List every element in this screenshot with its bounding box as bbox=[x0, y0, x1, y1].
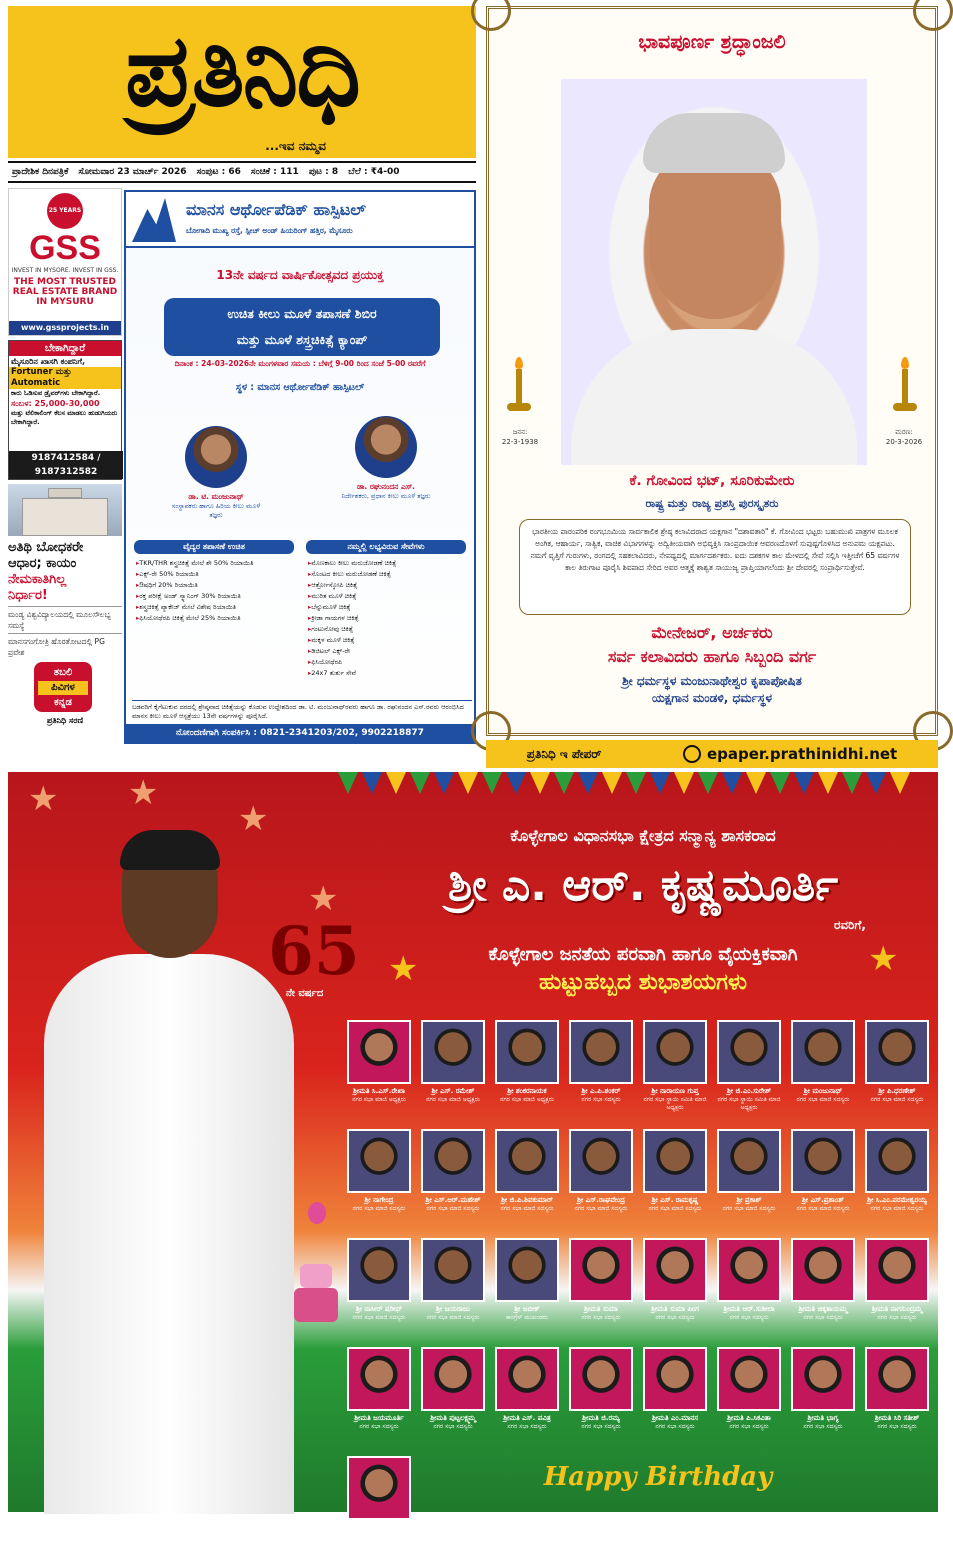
globe-icon bbox=[683, 745, 701, 763]
member-card bbox=[491, 1129, 563, 1237]
member-role: ಕಾಂಗ್ರೆಸ್ ಮುಖಂಡರು bbox=[506, 1314, 548, 1321]
list-item: ▸ ಔಷಧಿಗೆ 20% ರಿಯಾಯಿತಿ bbox=[136, 580, 298, 591]
member-photo bbox=[791, 1347, 855, 1411]
member-photo bbox=[791, 1129, 855, 1193]
member-name: ಶ್ರೀ ಸಿ.ಎಂ.ಪರಮೇಶ್ವರಯ್ಯ bbox=[867, 1196, 927, 1204]
member-name: ಶ್ರೀಮತಿ ಎಂ.ಕವಿತಾ bbox=[357, 1523, 401, 1531]
member-role: ನಗರ ಸಭಾ ಮಾಜಿ ಸದಸ್ಯರು bbox=[870, 1096, 924, 1103]
member-name: ಶ್ರೀ ಮಂಜುನಾಥ್ bbox=[803, 1087, 843, 1095]
member-role: ನಗರ ಸಭಾ ಮಾಜಿ ಅಧ್ಯಕ್ಷರು bbox=[500, 1096, 554, 1103]
age-label: ನೇ ವರ್ಷದ bbox=[286, 988, 324, 999]
list-item: ▸ ಡಿಜಿಟಲ್ ಎಕ್ಸ್-ರೇ bbox=[308, 646, 470, 657]
member-photo bbox=[347, 1238, 411, 1302]
cake-icon bbox=[292, 1242, 340, 1322]
member-role: ನಗರ ಸಭಾ ಸದಸ್ಯರು bbox=[433, 1423, 473, 1430]
headline: ನಿರ್ಧಾರ! bbox=[8, 588, 48, 603]
doctor-photo bbox=[185, 426, 247, 488]
birthday-ad[interactable] bbox=[8, 772, 938, 1539]
star-icon: ★ bbox=[238, 799, 269, 839]
member-photo bbox=[495, 1238, 559, 1302]
bunting-decoration bbox=[338, 772, 938, 798]
classified-line: Fortuner ಮತ್ತು Automatic bbox=[9, 367, 121, 389]
member-name: ಶ್ರೀ ಎಸ್. ರಾಮಕೃಷ್ಣ bbox=[651, 1196, 699, 1204]
issue-date: ಸೋಮವಾರ 23 ಮಾರ್ಚ್ 2026 bbox=[78, 167, 187, 177]
member-name: ಶ್ರೀಮತಿ ಸಿರಿ ಸತೀಶ್ bbox=[874, 1414, 920, 1422]
member-photo bbox=[569, 1347, 633, 1411]
member-name: ಶ್ರೀ ನಾರಾಯಣ ಗುಪ್ತ bbox=[651, 1087, 699, 1095]
member-name: ಶ್ರೀ ಎಸ್.ಆರ್.ಮಹೇಶ್ bbox=[425, 1196, 481, 1204]
news-brief[interactable]: ಮಾನಸಗಂಗೋತ್ರಿ ಹೊರತೋಟದಲ್ಲಿ PG ಪ್ರವೇಶ bbox=[8, 633, 122, 658]
list-item: ▸ ಫಿಸಿಯೋಥೆರಪಿ ಚಿಕಿತ್ಸೆ ಮೇಲೆ 25% ರಿಯಾಯಿತಿ bbox=[136, 613, 298, 624]
member-role: ನಗರ ಸಭಾ ಸದಸ್ಯರು bbox=[581, 1423, 621, 1430]
classified-ad bbox=[8, 340, 122, 480]
member-photo bbox=[865, 1347, 929, 1411]
member-role: ನಗರ ಸಭಾ ಮಾಜಿ ಅಧ್ಯಕ್ಷರು bbox=[426, 1096, 480, 1103]
classified-salary: ಸಂಬಳ: 25,000-30,000 bbox=[11, 399, 100, 408]
member-role: ನಗರ ಸಭಾ ಸ್ಥಾಯಿ ಸಮಿತಿ ಮಾಜಿ ಅಧ್ಯಕ್ಷರು bbox=[717, 1096, 781, 1111]
list-item: ▸ ಸೊಂಟದ ಕೀಲು ಮರುಜೋಡಣೆ ಚಿಕಿತ್ಸೆ bbox=[308, 569, 470, 580]
member-name: ಶ್ರೀ ಜಿ.ಎಂ.ಸುರೇಶ್ bbox=[726, 1087, 772, 1095]
member-card bbox=[787, 1238, 859, 1346]
camp-schedule: ದಿನಾಂಕ : 24-03-2026ನೇ ಮಂಗಳವಾರ ಸಮಯ : ಬೆಳಿಗ್ಗೆ 9-00 ರಿಂದ ಸಂಜೆ 5-00 ರವರೆಗೆ bbox=[174, 359, 426, 368]
list-item: ▸ ಬೆನ್ನುಮೂಳೆ ಚಿಕಿತ್ಸೆ bbox=[308, 602, 470, 613]
honoree-name: ಶ್ರೀ ಎ. ಆರ್. ಕೃಷ್ಣಮೂರ್ತಿ bbox=[447, 860, 839, 911]
member-role: ನಗರ ಸಭಾ ಸದಸ್ಯರು bbox=[729, 1423, 769, 1430]
signatory: ಸರ್ವ ಕಲಾವಿದರು ಹಾಗೂ ಸಿಬ್ಬಂದಿ ವರ್ಗ bbox=[607, 647, 817, 666]
member-card bbox=[861, 1238, 933, 1346]
member-role: ನಗರ ಸಭಾ ಸದಸ್ಯರು bbox=[803, 1423, 843, 1430]
member-card bbox=[639, 1347, 711, 1455]
headline: ಅತಿಥಿ ಬೋಧಕರೇ bbox=[8, 540, 84, 555]
member-card bbox=[713, 1129, 785, 1237]
hospital-header bbox=[126, 192, 474, 248]
hospital-address: ಬೋಗಾದಿ ಮುಖ್ಯ ರಸ್ತೆ, ಸ್ಪೀಚ್ ಅಂಡ್ ಹಿಯರಿಂಗ್ ಹತ್ತಿರ, ಮೈಸೂರು bbox=[186, 226, 353, 235]
volume: ಸಂಪುಟ : 66 bbox=[196, 167, 241, 177]
member-card bbox=[491, 1347, 563, 1455]
building-photo bbox=[8, 484, 122, 536]
member-name: ಶ್ರೀ ಎಸ್. ರಮೇಶ್ bbox=[431, 1087, 475, 1095]
tabloid-text: ತಬಲಿ bbox=[53, 667, 73, 678]
member-photo bbox=[643, 1020, 707, 1084]
member-card bbox=[565, 1020, 637, 1128]
age-number: 65 bbox=[268, 912, 360, 990]
member-name: ಶ್ರೀ ನಾಸೀರ್ ಷರೀಫ್ bbox=[355, 1305, 403, 1313]
member-photo bbox=[495, 1347, 559, 1411]
honoree-photo bbox=[34, 824, 304, 1514]
member-card bbox=[491, 1238, 563, 1346]
birthday-wishes: ಹುಟ್ಟುಹಬ್ಬದ ಶುಭಾಶಯಗಳು bbox=[538, 970, 747, 995]
anniversary-text: 13ನೇ ವರ್ಷದ ವಾರ್ಷಿಕೋತ್ಸವದ ಪ್ರಯುಕ್ತ bbox=[216, 268, 384, 282]
member-name: ಶ್ರೀಮತಿ ಜಿ.ರಮ್ಯ bbox=[582, 1414, 620, 1422]
free-checkup-heading: ವೈದ್ಯರ ತಪಾಸಣೆ ಉಚಿತ bbox=[134, 540, 294, 554]
member-photo bbox=[865, 1020, 929, 1084]
member-card bbox=[565, 1347, 637, 1455]
member-role: ನಗರ ಸಭಾ ಸದಸ್ಯರು bbox=[877, 1423, 917, 1430]
member-role: ನಗರ ಸಭಾ ಮಾಜಿ ಸದಸ್ಯರು bbox=[796, 1205, 850, 1212]
star-icon: ★ bbox=[128, 773, 159, 813]
member-photo bbox=[495, 1020, 559, 1084]
member-role: ನಗರ ಸಭಾ ಸದಸ್ಯರು bbox=[803, 1314, 843, 1321]
member-card bbox=[861, 1347, 933, 1455]
doctor-name: ಡಾ. ರಘುನಂದನ ಎಸ್. bbox=[356, 482, 416, 491]
member-name: ಶ್ರೀಮತಿ ಸುಮಾ ಪಿಂಗ bbox=[651, 1305, 699, 1313]
member-name: ಶ್ರೀ ಎ.ಪಿ.ಶಂಕರ್ bbox=[581, 1087, 621, 1095]
member-photo bbox=[643, 1347, 707, 1411]
member-name: ಶ್ರೀ ಪ್ರಕಾಶ್ bbox=[736, 1196, 762, 1204]
masthead-title: ಪ್ರತಿನಿಧಿ bbox=[125, 12, 359, 129]
doctor-name: ಡಾ. ಟಿ. ಮಂಜುನಾಥ್ bbox=[188, 492, 244, 501]
left-column bbox=[8, 188, 122, 748]
member-card bbox=[639, 1238, 711, 1346]
services-list bbox=[308, 558, 470, 679]
member-photo bbox=[569, 1129, 633, 1193]
member-name: ಶ್ರೀಮತಿ ಎಸ್. ಪವಿತ್ರ bbox=[503, 1414, 551, 1422]
signatory-org: ಶ್ರೀ ಧರ್ಮಸ್ಥಳ ಮಂಜುನಾಥೇಶ್ವರ ಕೃಪಾಪೋಷಿತ ಯಕ್ಷಗಾನ ಮಂಡಳಿ, ಧರ್ಮಸ್ಥಳ bbox=[622, 674, 802, 705]
masthead-tagline: ...ಇವ ನಮ್ಮವ bbox=[265, 139, 326, 153]
paper-type: ಪ್ರಾದೇಶಿಕ ದಿನಪತ್ರಿಕೆ bbox=[12, 167, 69, 177]
member-photo bbox=[347, 1020, 411, 1084]
star-icon: ★ bbox=[388, 949, 419, 989]
list-item: ▸ ರಕ್ತ ಪರೀಕ್ಷೆ ಅಂಡ್ ಸ್ಕ್ಯಾನಿಂಗ್ 30% ರಿಯಾಯಿತಿ bbox=[136, 591, 298, 602]
issue-number: ಸಂಚಿಕೆ : 111 bbox=[250, 167, 299, 177]
mountain-logo-icon bbox=[132, 198, 176, 242]
list-item: ▸ ಮುರಿತ ಮೂಳೆ ಚಿಕಿತ್ಸೆ bbox=[308, 591, 470, 602]
deceased-name: ಕೆ. ಗೋವಿಂದ ಭಟ್, ಸೂರಿಕುಮೇರು bbox=[629, 473, 795, 489]
member-card bbox=[639, 1129, 711, 1237]
member-card bbox=[417, 1129, 489, 1237]
member-photo bbox=[347, 1347, 411, 1411]
member-card bbox=[565, 1129, 637, 1237]
member-card bbox=[417, 1020, 489, 1128]
camp-line: ಉಚಿತ ಕೀಲು ಮೂಳೆ ತಪಾಸಣೆ ಶಿಬಿರ bbox=[227, 306, 377, 321]
member-name: ಶ್ರೀಮತಿ ಎಂ.ಮಾನಸ bbox=[652, 1414, 698, 1422]
member-photo bbox=[347, 1129, 411, 1193]
member-name: ಶ್ರೀ ಎಸ್.ಪ್ರಶಾಂತ್ bbox=[802, 1196, 844, 1204]
list-item: ▸ ಗಂಟುನೋವು ಚಿಕಿತ್ಸೆ bbox=[308, 624, 470, 635]
member-role: ನಗರ ಸಭಾ ಮಾಜಿ ಸದಸ್ಯರು bbox=[426, 1205, 480, 1212]
doctor-desc: ಸಂಸ್ಥಾಪಕರು ಹಾಗೂ ಹಿರಿಯ ಕೀಲು ಮೂಳೆ ತಜ್ಞರು bbox=[171, 502, 261, 519]
member-card bbox=[787, 1347, 859, 1455]
member-card bbox=[713, 1020, 785, 1128]
member-card bbox=[343, 1020, 415, 1128]
member-card bbox=[565, 1238, 637, 1346]
list-item: ▸ ಶಸ್ತ್ರಚಿಕಿತ್ಸೆ ಪ್ಯಾಕೇಜ್ ಮೇಲೆ ವಿಶೇಷ ರಿಯಾಯಿತಿ bbox=[136, 602, 298, 613]
gss-trust: THE MOST TRUSTED REAL ESTATE BRAND IN MYSURU bbox=[12, 277, 118, 307]
epaper-url[interactable]: epaper.prathinidhi.net bbox=[683, 745, 897, 764]
tabloid-text: ಪಿವಿಗಳ bbox=[38, 681, 88, 695]
member-card bbox=[861, 1129, 933, 1237]
portrait-photo bbox=[561, 79, 867, 465]
member-name: ಶ್ರೀಮತಿ ಚಿಕ್ಕತಾಯಮ್ಮ bbox=[798, 1305, 848, 1313]
headline: ನೇಮಕಾತಿಗಿಲ್ಲ bbox=[8, 572, 67, 587]
member-photo bbox=[421, 1347, 485, 1411]
member-name: ಶ್ರೀಮತಿ ಪಿ.ಸಿಕವಿತಾ bbox=[727, 1414, 771, 1422]
classified-phone[interactable]: 9187412584 / 9187312582 bbox=[9, 451, 123, 479]
member-role: ನಗರ ಸಭಾ ಸದಸ್ಯರು bbox=[655, 1423, 695, 1430]
member-role: ನಗರ ಸಭಾ ಮಾಜಿ ಸದಸ್ಯರು bbox=[796, 1096, 850, 1103]
list-item: ▸ ಮೊಣಕಾಲು ಕೀಲು ಮರುಜೋಡಣೆ ಚಿಕಿತ್ಸೆ bbox=[308, 558, 470, 569]
member-card bbox=[713, 1347, 785, 1455]
member-name: ಶ್ರೀ ಶಂಕರನಾಯಕ bbox=[507, 1087, 547, 1095]
happy-birthday-text: Happy Birthday bbox=[543, 1462, 773, 1492]
member-card bbox=[417, 1347, 489, 1455]
member-role: ನಗರ ಸಭಾ ಮಾಜಿ ಸದಸ್ಯರು bbox=[352, 1314, 406, 1321]
epaper-label: ಪ್ರತಿನಿಧಿ ಇ ಪೇಪರ್ bbox=[526, 746, 602, 761]
member-photo bbox=[865, 1129, 929, 1193]
classified-header: ಬೇಕಾಗಿದ್ದಾರೆ bbox=[9, 341, 121, 356]
corner-ornament bbox=[913, 0, 953, 31]
member-name: ಶ್ರೀಮತಿ ಪುಟ್ಟಲಕ್ಷ್ಮಮ್ಮ bbox=[430, 1414, 476, 1422]
member-role: ನಗರ ಸಭಾ ಮಾಜಿ ಸದಸ್ಯರು bbox=[426, 1314, 480, 1321]
anniversary-badge: 25 YEARS bbox=[47, 193, 83, 229]
member-photo bbox=[717, 1347, 781, 1411]
member-card bbox=[713, 1238, 785, 1346]
member-photo bbox=[791, 1238, 855, 1302]
signatory: ಮೇನೇಜರ್, ಅರ್ಚಕರು bbox=[651, 623, 773, 642]
member-card bbox=[343, 1238, 415, 1346]
classified-line: ಮತ್ತು ಟೆಲಿಕಾಲಿಂಗ್ ಕೆಲಸ ಮಾಡಲು ಹುಡುಗಿಯರು ಬೇಕಾಗಿದ್ದಾರೆ. bbox=[11, 409, 118, 426]
member-card bbox=[343, 1347, 415, 1455]
member-photo bbox=[569, 1020, 633, 1084]
birthday-greeting-line: ಕೊಳ್ಳೇಗಾಲ ಜನತೆಯ ಪರವಾಗಿ ಹಾಗೂ ವೈಯಕ್ತಿಕವಾಗಿ bbox=[488, 944, 798, 965]
member-photo bbox=[717, 1238, 781, 1302]
member-role: ನಗರ ಸಭಾ ಸದಸ್ಯರು bbox=[655, 1314, 695, 1321]
list-item: ▸ ಆರ್ತ್ರೋಸ್ಕೋಪಿ ಚಿಕಿತ್ಸೆ bbox=[308, 580, 470, 591]
member-name: ಶ್ರೀ ನಾಗೇಂದ್ರ bbox=[364, 1196, 394, 1204]
member-role: ನಗರ ಸಭಾ ಸದಸ್ಯರು bbox=[359, 1423, 399, 1430]
member-name: ಶ್ರೀ ಪಿ.ಧರಣೇಶ್ bbox=[878, 1087, 916, 1095]
birthday-intro: ಕೊಳ್ಳೇಗಾಲ ವಿಧಾನಸಭಾ ಕ್ಷೇತ್ರದ ಸನ್ಮಾನ್ಯ ಶಾಸಕರಾದ bbox=[510, 826, 776, 845]
list-item: ▸ ಎಕ್ಸ್-ರೇ 50% ರಿಯಾಯಿತಿ bbox=[136, 569, 298, 580]
list-item: ▸ ಫಿಸಿಯೋಥೆರಪಿ bbox=[308, 657, 470, 668]
gss-url[interactable]: www.gssprojects.in bbox=[9, 321, 121, 335]
member-name: ಶ್ರೀಮತಿ ಸುಮಾ bbox=[583, 1305, 619, 1313]
member-photo bbox=[791, 1020, 855, 1084]
gss-subtitle: INVEST IN MYSORE. INVEST IN GSS. bbox=[11, 267, 119, 274]
classified-line: ಕಾರು ಓಡಿಸುವ ಡ್ರೈವರ್‌ಗಳು ಬೇಕಾಗಿದ್ದಾರೆ. bbox=[11, 389, 101, 397]
member-role: ನಗರ ಸಭಾ ಮಾಜಿ ಸದಸ್ಯರು bbox=[722, 1205, 776, 1212]
services-heading: ನಮ್ಮಲ್ಲಿ ಲಭ್ಯವಿರುವ ಸೇವೆಗಳು bbox=[306, 540, 466, 554]
member-name: ಶ್ರೀ ಎಸ್.ರಾಘವೇಂದ್ರ bbox=[577, 1196, 625, 1204]
member-card bbox=[343, 1456, 415, 1564]
member-photo bbox=[643, 1238, 707, 1302]
member-photo bbox=[421, 1129, 485, 1193]
death-date: ಮರಣ: 20-3-2026 bbox=[885, 428, 923, 446]
member-name: ಶ್ರೀ ಜಬೀಕ್ bbox=[514, 1305, 540, 1313]
member-name: ಶ್ರೀಮತಿ ನಾಗಸುಂದ್ರಮ್ಮ bbox=[871, 1305, 923, 1313]
member-role: ನಗರ ಸಭಾ ಮಾಜಿ ಸದಸ್ಯರು bbox=[870, 1205, 924, 1212]
camp-line: ಮತ್ತು ಮೂಳೆ ಶಸ್ತ್ರಚಿಕಿತ್ಸೆ ಕ್ಯಾಂಪ್ bbox=[236, 332, 368, 347]
hospital-name: ಮಾನಸ ಆರ್ಥೋಪೆಡಿಕ್ ಹಾಸ್ಪಿಟಲ್ bbox=[186, 200, 366, 219]
member-role: ನಗರ ಸಭಾ ಮಾಜಿ ಸದಸ್ಯರು bbox=[500, 1205, 554, 1212]
member-card bbox=[343, 1129, 415, 1237]
member-card bbox=[491, 1020, 563, 1128]
member-role: ನಗರ ಸಭಾ ಮಾಜಿ ಅಧ್ಯಕ್ಷರು bbox=[352, 1096, 406, 1103]
classified-line: ಮೈಸೂರಿನ ಖಾಸಗಿ ಕಂಪನಿಗೆ, bbox=[11, 357, 86, 366]
member-card bbox=[787, 1020, 859, 1128]
member-role: ನಗರ ಸಭಾ ಸದಸ್ಯರು bbox=[581, 1096, 621, 1103]
member-card bbox=[639, 1020, 711, 1128]
member-photo bbox=[421, 1238, 485, 1302]
member-role: ನಗರ ಸಭಾ ಸದಸ್ಯರು bbox=[359, 1532, 399, 1539]
member-photo bbox=[347, 1456, 411, 1520]
member-name: ಶ್ರೀಮತಿ ಸಿ.ಎಸ್.ರೇಖಾ bbox=[352, 1087, 406, 1095]
price: ಬೆಲೆ : ₹4-00 bbox=[348, 167, 400, 177]
member-role: ನಗರ ಸಭಾ ಮಾಜಿ ಸದಸ್ಯರು bbox=[648, 1205, 702, 1212]
oil-lamp-icon bbox=[507, 357, 531, 417]
member-photo bbox=[421, 1020, 485, 1084]
member-name: ಶ್ರೀ ಜಯರಾಜು bbox=[436, 1305, 470, 1313]
member-card bbox=[861, 1020, 933, 1128]
oil-lamp-icon bbox=[893, 357, 917, 417]
member-name: ಶ್ರೀಮತಿ ಆರ್.ಸುಶೀಲಾ bbox=[723, 1305, 775, 1313]
honoree-suffix: ರವರಿಗೆ, bbox=[834, 918, 866, 932]
news-brief[interactable]: ಮಂಡ್ಯ ವಿಶ್ವವಿದ್ಯಾಲಯದಲ್ಲಿ ಮೂಲಸೌಲಭ್ಯ ಸಮಸ್ಯೆ bbox=[8, 606, 122, 631]
camp-venue: ಸ್ಥಳ : ಮಾನಸ ಆರ್ಥೋಪೆಡಿಕ್ ಹಾಸ್ಪಿಟಲ್ bbox=[235, 382, 365, 393]
teacher-news[interactable] bbox=[8, 540, 122, 658]
member-role: ನಗರ ಸಭಾ ಮಾಜಿ ಸದಸ್ಯರು bbox=[352, 1205, 406, 1212]
camp-banner bbox=[164, 298, 440, 356]
list-item: ▸ ಮಕ್ಕಳ ಮೂಳೆ ಚಿಕಿತ್ಸೆ bbox=[308, 635, 470, 646]
headline: ಆಧಾರ; ಕಾಯಂ bbox=[8, 556, 77, 571]
obituary-ad[interactable] bbox=[486, 6, 938, 736]
corner-ornament bbox=[471, 0, 511, 31]
tabloid-logo bbox=[34, 662, 92, 712]
obituary-title: ಭಾವಪೂರ್ಣ ಶ್ರದ್ಧಾಂಜಲಿ bbox=[638, 31, 786, 53]
discount-list bbox=[136, 558, 298, 624]
award-text: ರಾಷ್ಟ್ರ ಮತ್ತು ರಾಜ್ಯ ಪ್ರಶಸ್ತಿ ಪುರಸ್ಕೃತರು bbox=[645, 497, 779, 510]
member-role: ನಗರ ಸಭಾ ಮಾಜಿ ಸದಸ್ಯರು bbox=[574, 1205, 628, 1212]
member-photo bbox=[717, 1129, 781, 1193]
doctor-card bbox=[166, 402, 266, 520]
member-role: ನಗರ ಸಭಾ ಸದಸ್ಯರು bbox=[877, 1314, 917, 1321]
tabloid-caption: ಪ್ರತಿನಿಧಿ ಸರಣಿ bbox=[46, 716, 84, 725]
epaper-strip[interactable] bbox=[486, 740, 938, 768]
birth-date: ಜನನ: 22-3-1938 bbox=[501, 428, 539, 446]
tribute-text: ಭಾರತೀಯ ಪಾರಂಪರಿಕ ರಂಗಭೂಮಿಯ ಸಾರ್ವಕಾಲಿಕ ಶ್ರೇಷ್ಠ ಕಲಾವಿದರಾದ ಯಕ್ಷಗಾನ "ದಶಾವತಾರಿ" ಕೆ. ಗೋವಿಂದ ಭಟ್ಟರು ಬಹುಮುಖಿ ಪಾತ್ರಗಳ ಮೂಲಕ ಅಂಗಿಕ, ಆಹಾರ್ಯ, ಸಾತ್ವಿಕ, ವಾಚಿಕ ವಿಭಾಗಗಳನ್ನು ಅದ್ವಿತೀಯವಾಗಿ ಅಭಿವ್ಯಕ್ತಿಸಿ ಸಾಂಪ್ರದಾಯಿಕ ಆವರಣದೊಳಗೆ ಸುಪುಷ್ಟಗೊಳಿಸಿದ ಅನುಪಮ ಯಕ್ಷಪಟು. ನಮಗೆ ವೃತ್ತಿಗೆ ಗುರುಗಳು, ರಂಗದಲ್ಲಿ ಸಹಕಲಾವಿದರು, ನೇಪಥ್ಯದಲ್ಲಿ ಮಾರ್ಗದರ್ಶಕರು. ಐದು ದಶಕಗಳ ಕಾಲ ಮೇಳದಲ್ಲಿ ಸೇವೆ ಸಲ್ಲಿಸಿ ಇತ್ತೀಚೆಗೆ 65 ವರ್ಷಗಳ ಕಾಲ ತಿರುಗಾಟ ಪೂರೈಸಿ ಶಿವಪಾದ ಸೇರಿದ ಅವರ ಆತ್ಮಕ್ಕೆ ಶಾಶ್ವತ ಸಾಯುಜ್ಯ ಪ್ರಾಪ್ತಿಯಾಗಲೆಂದು ಶ್ರೀ ದೇವರಲ್ಲಿ ಸಂಪ್ರಾರ್ಥಿಸುತ್ತೇವೆ. bbox=[519, 519, 911, 615]
member-photo bbox=[495, 1129, 559, 1193]
hospital-contact[interactable]: ನೋಂದಣಿಗಾಗಿ ಸಂಪರ್ಕಿಸಿ : 0821-2341203/202, 9902218877 bbox=[126, 724, 474, 742]
star-icon: ★ bbox=[868, 939, 899, 979]
member-photo bbox=[717, 1020, 781, 1084]
doctor-desc: ನಿರ್ದೇಶಕರು, ಪ್ರಧಾನ ಕೀಲು ಮೂಳೆ ತಜ್ಞರು bbox=[341, 492, 431, 500]
doctor-card bbox=[336, 402, 436, 501]
masthead[interactable] bbox=[8, 6, 476, 158]
member-role: ನಗರ ಸಭಾ ಸದಸ್ಯರು bbox=[581, 1314, 621, 1321]
tabloid-promo[interactable] bbox=[8, 662, 122, 725]
doctor-photo bbox=[355, 416, 417, 478]
member-name: ಶ್ರೀಮತಿ ಜಯಮೂರ್ತಿ bbox=[354, 1414, 404, 1422]
member-role: ನಗರ ಸಭಾ ಸ್ಥಾಯಿ ಸಮಿತಿ ಮಾಜಿ ಅಧ್ಯಕ್ಷರು bbox=[643, 1096, 707, 1111]
star-icon: ★ bbox=[28, 779, 59, 819]
gss-ad[interactable] bbox=[8, 188, 122, 336]
member-photo bbox=[569, 1238, 633, 1302]
list-item: ▸ ಕ್ರೀಡಾ ಗಾಯಗಳ ಚಿಕಿತ್ಸೆ bbox=[308, 613, 470, 624]
member-card bbox=[787, 1129, 859, 1237]
member-name: ಶ್ರೀ ಜಿ.ಪಿ.ಶಿವಕುಮಾರ್ bbox=[501, 1196, 553, 1204]
gss-logo: GSS bbox=[29, 229, 101, 267]
member-role: ನಗರ ಸಭಾ ಸದಸ್ಯರು bbox=[507, 1423, 547, 1430]
member-photo bbox=[865, 1238, 929, 1302]
tabloid-text: ಕನ್ನಡ bbox=[54, 697, 72, 708]
member-role: ನಗರ ಸಭಾ ಸದಸ್ಯರು bbox=[729, 1314, 769, 1321]
page-count: ಪುಟ : 8 bbox=[308, 167, 339, 177]
member-card bbox=[417, 1238, 489, 1346]
member-name: ಶ್ರೀಮತಿ ಭಾಗ್ಯ bbox=[807, 1414, 839, 1422]
hospital-note: ಬಡವರಿಗೆ ಕೈಗೆಟುಕುವ ದರದಲ್ಲಿ ಶ್ರೇಷ್ಠವಾದ ಚಿಕಿತ್ಸೆಯನ್ನು ಕೊಡುವ ಉದ್ದೇಶದಿಂದ ಡಾ. ಟಿ. ಮಂಜುನಾಥ್‌ರವರು ಹಾಗೂ ಡಾ. ರಘುನಂದನ ಎಸ್.ರವರು ಆರಂಭಿಸಿದ ಮಾನಸ ಕೀಲು ಮೂಳೆ ಆಸ್ಪತ್ರೆಯು 13ನೇ ವರ್ಷಗಳನ್ನು ಪೂರೈಸಿದೆ. bbox=[132, 700, 472, 721]
star-icon: ★ bbox=[308, 879, 339, 919]
member-photo bbox=[643, 1129, 707, 1193]
dateline bbox=[8, 161, 476, 183]
hospital-ad[interactable] bbox=[124, 190, 476, 744]
list-item: ▸ TKR/THR ಶಸ್ತ್ರಚಿಕಿತ್ಸೆ ಮೇಲೆ ಶೇ 50% ರಿಯಾಯಿತಿ bbox=[136, 558, 298, 569]
list-item: ▸ 24x7 ತುರ್ತು ಸೇವೆ bbox=[308, 668, 470, 679]
